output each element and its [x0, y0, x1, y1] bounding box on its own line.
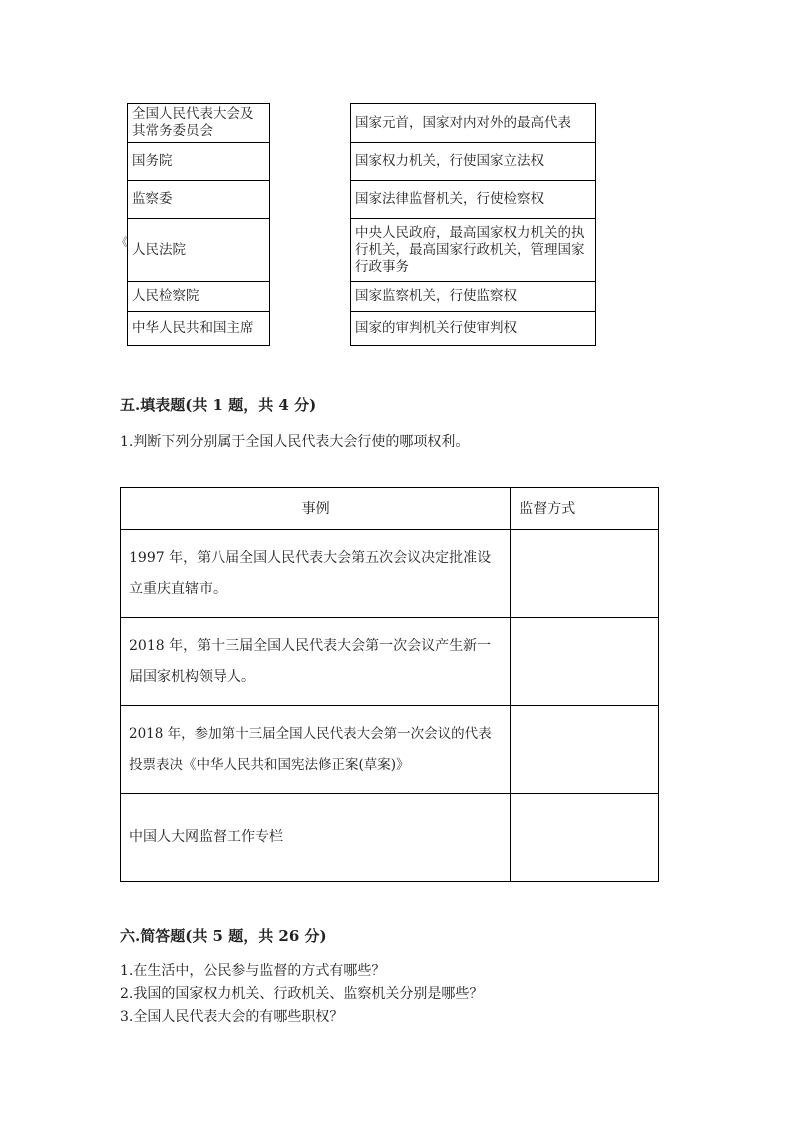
table-row	[121, 794, 659, 882]
answer-cell[interactable]	[511, 618, 659, 706]
section-6-title: 六.简答题(共 5 题，共 26 分)	[120, 927, 327, 945]
answer-cell[interactable]	[511, 706, 659, 794]
left-item: 监察委	[128, 181, 270, 219]
right-item: 国家监察机关，行使监察权	[351, 282, 596, 312]
right-item: 国家权力机关，行使国家立法权	[351, 143, 596, 181]
case-cell: 2018 年，参加第十三届全国人民代表大会第一次会议的代表投票表决《中华人民共和国宪法修正案(草案)》	[121, 706, 511, 794]
right-item: 国家的审判机关行使审判权	[351, 312, 596, 346]
right-match-table	[350, 103, 596, 346]
table-row	[121, 706, 659, 794]
answer-cell[interactable]	[511, 530, 659, 618]
right-item: 国家法律监督机关，行使检察权	[351, 181, 596, 219]
header-cell-case: 事例	[121, 488, 511, 530]
fill-table	[120, 487, 659, 882]
answer-cell[interactable]	[511, 794, 659, 882]
table-header-row	[121, 488, 659, 530]
table-row	[121, 530, 659, 618]
question-item: 3.全国人民代表大会的有哪些职权？	[120, 1009, 344, 1025]
question-list	[120, 960, 483, 1029]
section-5-question: 1.判断下列分别属于全国人民代表大会行使的哪项权利。	[120, 434, 470, 450]
question-item: 1.在生活中，公民参与监督的方式有哪些？	[120, 963, 386, 979]
case-cell: 2018 年，第十三届全国人民代表大会第一次会议产生新一届国家机构领导人。	[121, 618, 511, 706]
case-cell: 中国人大网监督工作专栏	[121, 794, 511, 882]
left-item: 中华人民共和国主席	[128, 312, 270, 346]
right-item: 中央人民政府，最高国家权力机关的执行机关，最高国家行政机关，管理国家行政事务	[351, 219, 596, 282]
table-row	[121, 618, 659, 706]
stray-mark: 《	[116, 235, 129, 249]
left-item: 人民法院	[128, 219, 270, 282]
case-cell: 1997 年，第八届全国人民代表大会第五次会议决定批准设立重庆直辖市。	[121, 530, 511, 618]
left-item: 全国人民代表大会及其常务委员会	[128, 104, 270, 143]
question-item: 2.我国的国家权力机关、行政机关、监察机关分别是哪些？	[120, 986, 484, 1002]
left-match-table	[127, 103, 270, 346]
section-5-title: 五.填表题(共 1 题，共 4 分)	[120, 396, 317, 414]
right-item: 国家元首，国家对内对外的最高代表	[351, 104, 596, 143]
header-cell-method: 监督方式	[511, 488, 659, 530]
left-item: 人民检察院	[128, 282, 270, 312]
left-item: 国务院	[128, 143, 270, 181]
